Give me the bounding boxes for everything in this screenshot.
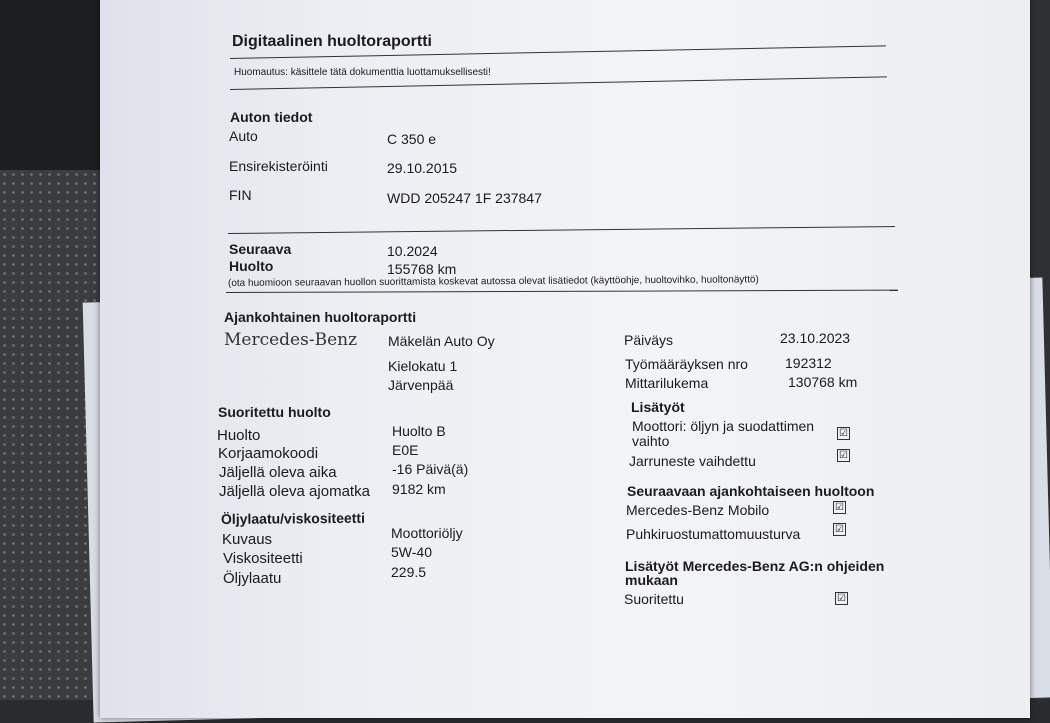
work-order-label: Työmääräyksen nro: [625, 356, 748, 372]
oil-label-description: Kuvaus: [222, 531, 273, 548]
date-label: Päiväys: [624, 332, 674, 348]
car-label-registration: Ensirekisteröinti: [229, 158, 328, 174]
service-value-huolto: Huolto B: [392, 423, 446, 439]
checkbox-completed: ☑: [835, 592, 848, 605]
extra-item-brake-fluid: Jarruneste vaihdettu: [629, 453, 756, 469]
next-label-1: Seuraava: [229, 241, 292, 257]
car-divider: [228, 226, 895, 234]
confidential-notice: Huomautus: käsittele tätä dokumenttia luottamuksellisesti!: [234, 67, 491, 78]
mileage-label: Mittarilukema: [625, 375, 709, 391]
document-title: Digitaalinen huoltoraportti: [232, 33, 432, 50]
ag-extra-heading-line1: Lisätyöt Mercedes-Benz AG:n ohjeiden: [625, 558, 885, 574]
dealer-street: Kielokatu 1: [388, 358, 458, 374]
next-service-note: (ota huomioon seuraavan huollon suorittamista koskevat autossa olevat lisätiedot (käyttöohje, huoltovihko, huoltonäyttö): [227, 274, 759, 289]
next-km: 155768 km: [387, 261, 457, 277]
oil-value-quality: 229.5: [391, 564, 427, 580]
service-value-time-left: -16 Päivä(ä): [392, 461, 469, 477]
extra-item-rust-warranty: Puhkiruostumattomuusturva: [626, 526, 801, 542]
ag-extra-heading-line2: mukaan: [625, 572, 678, 588]
report-heading: Ajankohtainen huoltoraportti: [224, 309, 417, 325]
extra-item-mobilo: Mercedes-Benz Mobilo: [626, 502, 770, 518]
mileage-value: 130768 km: [788, 374, 858, 390]
checkbox-brake-fluid: ☑: [837, 449, 850, 462]
service-heading: Suoritettu huolto: [218, 404, 331, 420]
extra-item-oil-line2: vaihto: [632, 433, 670, 449]
service-value-distance-left: 9182 km: [392, 481, 446, 497]
extra-item-completed: Suoritettu: [624, 591, 684, 607]
next-current-service-heading: Seuraavaan ajankohtaiseen huoltoon: [627, 483, 875, 499]
work-order-value: 192312: [785, 355, 832, 371]
car-value-fin: WDD 205247 1F 237847: [387, 190, 542, 206]
dealer-name: Mäkelän Auto Oy: [388, 333, 495, 349]
car-value-auto: C 350 e: [387, 131, 437, 147]
car-value-registration: 29.10.2015: [387, 160, 458, 176]
oil-label-quality: Öljylaatu: [223, 570, 282, 587]
extra-heading: Lisätyöt: [631, 399, 685, 415]
next-label-2: Huolto: [229, 258, 274, 274]
service-label-huolto: Huolto: [217, 427, 261, 444]
checkbox-rust-warranty: ☑: [833, 523, 846, 536]
car-label-fin: FIN: [229, 187, 252, 203]
service-label-distance-left: Jäljellä oleva ajomatka: [219, 483, 370, 500]
service-label-code: Korjaamokoodi: [218, 445, 319, 462]
next-date: 10.2024: [387, 243, 438, 259]
oil-heading: Öljylaatu/viskositeetti: [220, 509, 366, 527]
next-divider: [226, 290, 898, 293]
checkbox-mobilo: ☑: [833, 501, 846, 514]
oil-label-viscosity: Viskositeetti: [223, 550, 303, 567]
service-label-time-left: Jäljellä oleva aika: [219, 464, 337, 481]
checkbox-oil-change: ☑: [837, 427, 850, 440]
service-report-paper: [100, 0, 1030, 718]
oil-value-viscosity: 5W-40: [391, 544, 432, 560]
date-value: 23.10.2023: [780, 330, 851, 346]
car-label-auto: Auto: [229, 128, 258, 144]
service-value-code: E0E: [392, 442, 419, 458]
car-info-heading: Auton tiedot: [230, 109, 313, 125]
dealer-city: Järvenpää: [388, 377, 454, 393]
notice-divider: [230, 76, 887, 90]
oil-value-description: Moottoriöljy: [391, 525, 463, 541]
extra-item-oil-line1: Moottori: öljyn ja suodattimen: [632, 418, 815, 434]
mercedes-benz-logo: Mercedes-Benz: [224, 330, 358, 350]
